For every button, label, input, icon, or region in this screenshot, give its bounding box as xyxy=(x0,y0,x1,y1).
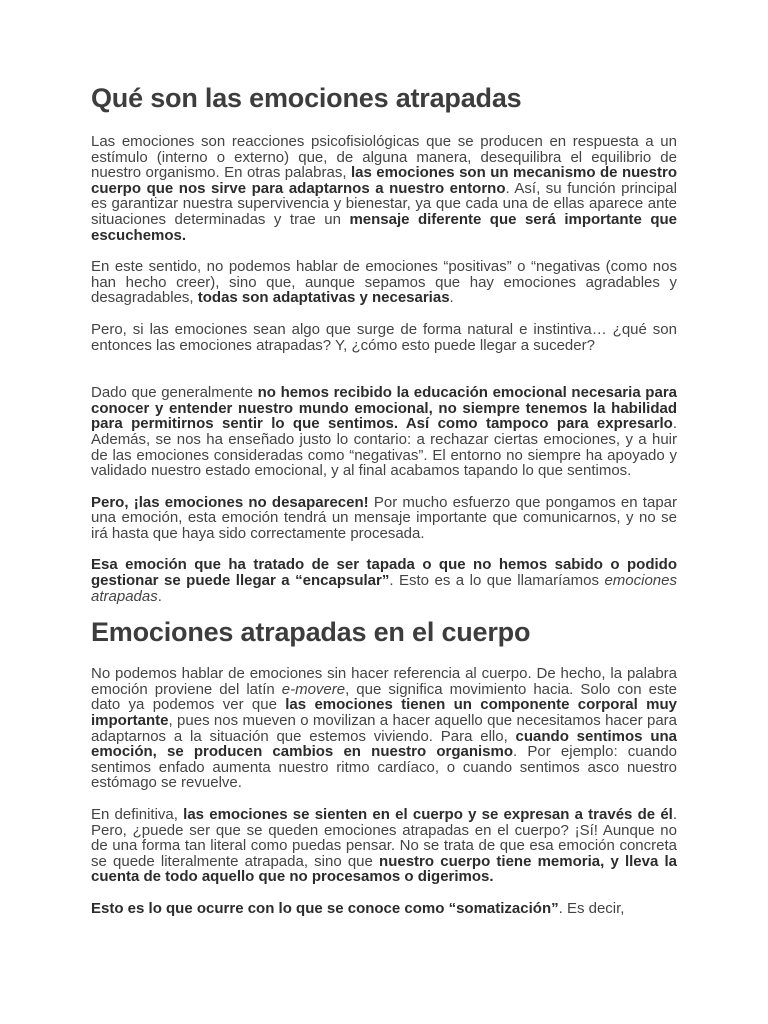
text-run: , que significa movimiento hacia. Solo con este dato ya podemos ver que xyxy=(91,680,678,714)
paragraph-4 xyxy=(91,385,677,479)
bold-text: las emociones tienen un componente corporal muy importante xyxy=(91,696,677,730)
italic-text: e-movere xyxy=(281,680,346,698)
text-run: . Por ejemplo: cuando sentimos enfado aumenta nuestro ritmo cardíaco, o cuando sentimos asco nuestro estómago se revuelve. xyxy=(91,743,678,792)
text-run: Por mucho esfuerzo que pongamos en tapar una emoción, esta emoción tendrá un mensaje importante que comunicarnos, y no se irá hasta que haya sido correctamente procesada. xyxy=(91,493,677,542)
bold-text: Pero, ¡las emociones no desaparecen! xyxy=(91,493,369,511)
bold-text: todas son adaptativas y necesarias xyxy=(197,289,450,307)
text-run: . xyxy=(157,587,162,605)
bold-text: las emociones se sienten en el cuerpo y se expresan a través de él xyxy=(183,806,673,823)
text-run: En definitiva, xyxy=(91,806,184,823)
text-run: En este sentido, no podemos hablar de emociones “positivas” o “negativas (como nos han hecho creer), sino que, aunque sepamos que hay emociones agradables y desagradables, xyxy=(91,258,677,307)
section-heading-cuerpo: Emociones atrapadas en el cuerpo xyxy=(91,617,531,648)
text-run: Las emociones son reacciones psicofisiológicas que se producen en respuesta a un estímulo (interno o externo) que, de alguna manera, desequilibra el equilibrio de nuestro organismo. En otras palabras, xyxy=(91,133,677,182)
text-run: . xyxy=(449,289,454,307)
text-run: Dado que generalmente xyxy=(91,384,258,402)
text-run: . Esto es a lo que llamaríamos xyxy=(389,572,605,590)
text-run: Pero, si las emociones sean algo que surge de forma natural e instintiva… ¿qué son entonces las emociones atrapadas? Y, ¿cómo esto puede llegar a suceder? xyxy=(91,320,677,354)
bold-text: nuestro cuerpo tiene memoria, y lleva la cuenta de todo aquello que no procesamos o digerimos. xyxy=(91,852,678,886)
paragraph-2 xyxy=(91,259,677,306)
text-run: . Así, su función principal es garantizar nuestra supervivencia y bienestar, ya que cada una de ellas aparece ante situaciones determinadas y trae un xyxy=(91,179,677,228)
paragraph-7 xyxy=(91,666,677,791)
bold-text: no hemos recibido la educación emocional necesaria para conocer y entender nuestro mundo emocional, no siempre tenemos la habilidad para permitirnos sentir lo que sentimos. Así como tampoco para expresarlo xyxy=(91,384,677,433)
paragraph-8 xyxy=(91,807,677,885)
bold-text: cuando sentimos una emoción, se producen cambios en nuestro organismo xyxy=(91,727,677,761)
paragraph-6 xyxy=(91,557,677,604)
paragraph-1 xyxy=(91,134,677,243)
text-run: No podemos hablar de emociones sin hacer referencia al cuerpo. De hecho, la palabra emoción proviene del latín xyxy=(91,665,677,698)
bold-text: mensaje diferente que será importante que escuchemos. xyxy=(91,210,677,244)
bold-text: las emociones son un mecanismo de nuestro cuerpo que nos sirve para adaptarnos a nuestro entorno xyxy=(91,164,677,197)
paragraph-9 xyxy=(91,901,677,917)
section-heading-que-son: Qué son las emociones atrapadas xyxy=(91,83,522,113)
paragraph-5 xyxy=(91,495,677,542)
bold-text: Esa emoción que ha tratado de ser tapada o que no hemos sabido o podido gestionar se puede llegar a “encapsular” xyxy=(91,556,677,590)
italic-text: emociones atrapadas xyxy=(91,572,677,605)
paragraph-3 xyxy=(91,322,677,353)
bold-text: Esto es lo que ocurre con lo que se conoce como “somatización” xyxy=(91,899,559,917)
article-body xyxy=(91,78,677,933)
text-run: . Además, se nos ha enseñado justo lo contario: a rechazar ciertas emociones, y a huir de las emociones consideradas como “negativas”. El entorno no siempre ha apoyado y validado nuestro estado emocional, y al final acabamos tapando lo que sentimos. xyxy=(91,415,677,480)
text-run: . Es decir, xyxy=(558,899,625,917)
text-run: . Pero, ¿puede ser que se queden emociones atrapadas en el cuerpo? ¡Sí! Aunque no de una forma tan literal como puedas pensar. No se trata de que esa emoción concreta se quede literalmente atrapada, sino que xyxy=(91,806,677,870)
text-run: , pues nos mueven o movilizan a hacer aquello que necesitamos hacer para adaptarnos a la situación que estemos viviendo. Para ello, xyxy=(91,712,677,745)
